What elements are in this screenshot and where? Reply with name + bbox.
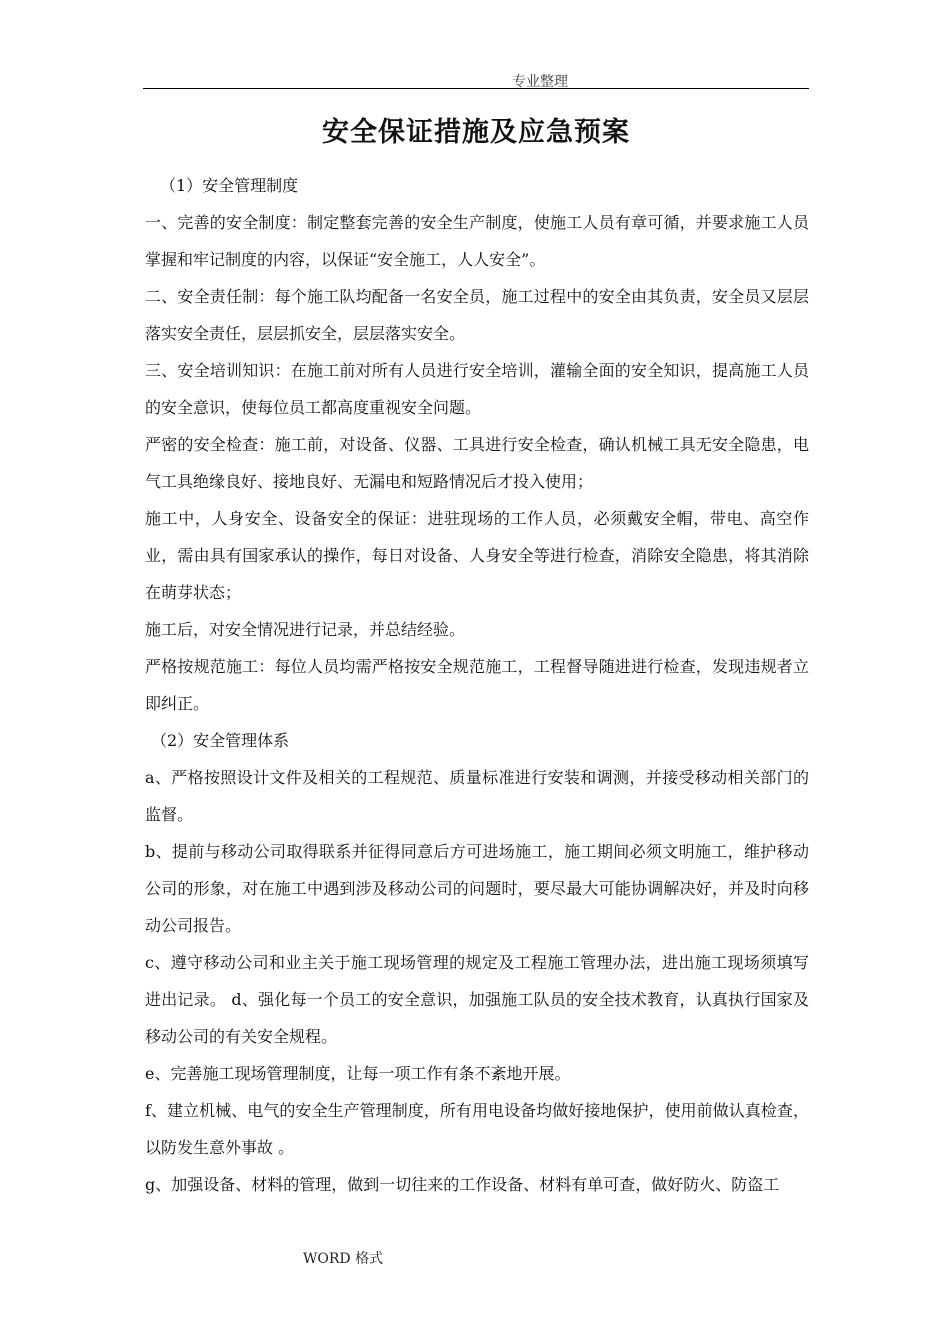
body-paragraph: c、遵守移动公司和业主关于施工现场管理的规定及工程施工管理办法，进出施工现场须填写进出记录。 d、强化每一个员工的安全意识，加强施工队员的安全技术教育，认真执行国家及移动公司的有关安全规程。 [145,953,809,1046]
body-paragraph: 施工中，人身安全、设备安全的保证：进驻现场的工作人员，必须戴安全帽，带电、高空作业，需由具有国家承认的操作，每日对设备、人身安全等进行检查，消除安全隐患，将其消除在萌芽状态； [145,509,809,602]
document-title: 安全保证措施及应急预案 [322,117,630,148]
body-paragraph: 施工后，对安全情况进行记录，并总结经验。 [145,620,466,639]
body-paragraph: 三、安全培训知识：在施工前对所有人员进行安全培训，灌输全面的安全知识，提高施工人员的安全意识，使每位员工都高度重视安全问题。 [145,361,809,417]
body-paragraph: （1）安全管理制度 [160,176,299,195]
body-paragraph: （2）安全管理体系 [151,731,290,750]
page-footer-label: WORD 格式 [303,1251,384,1267]
document-body [145,167,809,1203]
body-paragraph: 一、完善的安全制度：制定整套完善的安全生产制度，使施工人员有章可循，并要求施工人员掌握和牢记制度的内容，以保证“安全施工，人人安全”。 [145,213,809,269]
body-paragraph: a、严格按照设计文件及相关的工程规范、质量标准进行安装和调测，并接受移动相关部门的监督。 [145,768,809,824]
page-header-label: 专业整理 [512,74,568,90]
body-paragraph: 严密的安全检查：施工前，对设备、仪器、工具进行安全检查，确认机械工具无安全隐患，电气工具绝缘良好、接地良好、无漏电和短路情况后才投入使用； [145,435,809,491]
header-divider [143,88,809,89]
body-paragraph: b、提前与移动公司取得联系并征得同意后方可进场施工，施工期间必须文明施工，维护移动公司的形象，对在施工中遇到涉及移动公司的问题时，要尽最大可能协调解决好，并及时向移动公司报告。 [145,842,809,935]
body-paragraph: 严格按规范施工：每位人员均需严格按安全规范施工，工程督导随进进行检查，发现违规者立即纠正。 [145,657,809,713]
body-paragraph: f、建立机械、电气的安全生产管理制度，所有用电设备均做好接地保护，使用前做认真检查，以防发生意外事故 。 [145,1101,809,1157]
body-paragraph: 二、安全责任制：每个施工队均配备一名安全员，施工过程中的安全由其负责，安全员又层层落实安全责任，层层抓安全，层层落实安全。 [145,287,809,343]
body-paragraph: e、完善施工现场管理制度，让每一项工作有条不紊地开展。 [145,1064,571,1083]
body-paragraph: g、加强设备、材料的管理，做到一切往来的工作设备、材料有单可查，做好防火、防盗工 [145,1175,780,1194]
